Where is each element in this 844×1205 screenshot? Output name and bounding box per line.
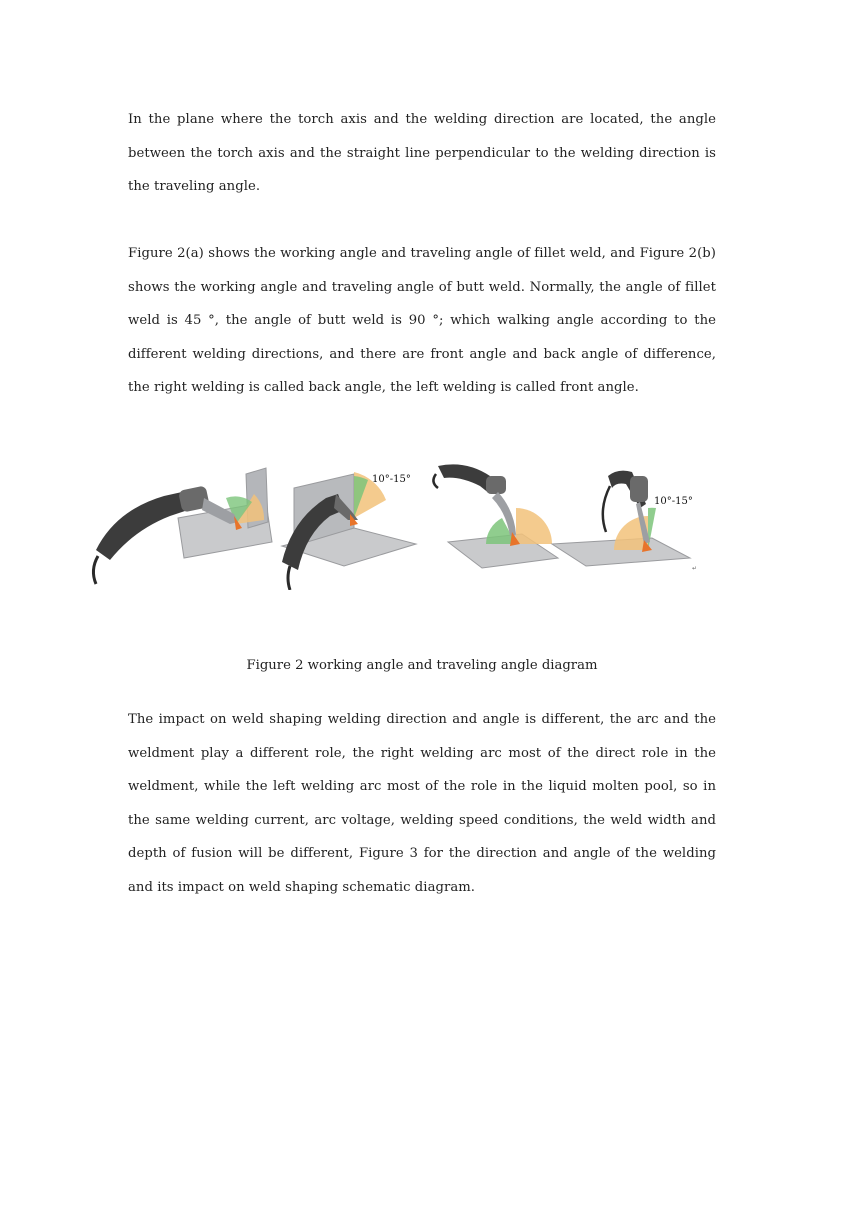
- butt-traveling-angle-panel: [552, 471, 693, 566]
- figure-2-image: [86, 458, 716, 590]
- paragraph-weld-shaping-impact: The impact on weld shaping welding direction and angle is different, the arc and the weldment play a different role, the right welding arc most of the direct role in the weldment, while the left welding arc most of the role in the liquid molten pool, so in the same welding current, arc voltage, welding speed conditions, the weld width and depth of fusion will be different, Figure 3 for the direction and angle of the welding and its impact on weld shaping schematic diagram.: [128, 712, 716, 895]
- paragraph-figure-2-description: Figure 2(a) shows the working angle and traveling angle of fillet weld, and Figure 2(b) shows the working angle and traveling angle of butt weld. Normally, the angle of fillet weld is 45 °, the angle of butt weld is 90 °; which walking angle according to the different welding directions, and there are front angle and back angle of difference, the right welding is called back angle, the left welding is called front angle.: [128, 246, 716, 396]
- paragraph-traveling-angle-definition: In the plane where the torch axis and the welding direction are located, the angle between the torch axis and the straight line perpendicular to the welding direction is the traveling angle.: [128, 112, 716, 195]
- fillet-working-angle-panel: [93, 468, 272, 584]
- fillet-traveling-angle-panel: [282, 472, 416, 590]
- figure-2-torch-angle-illustrations: [86, 458, 716, 590]
- svg-text:↵: ↵: [692, 565, 698, 572]
- butt-working-angle-panel: [433, 464, 558, 568]
- traveling-angle-label-1: 10°-15°: [372, 474, 411, 485]
- traveling-angle-label-2: 10°-15°: [654, 496, 693, 507]
- figure-2-caption: Figure 2 working angle and traveling angle diagram: [246, 658, 598, 673]
